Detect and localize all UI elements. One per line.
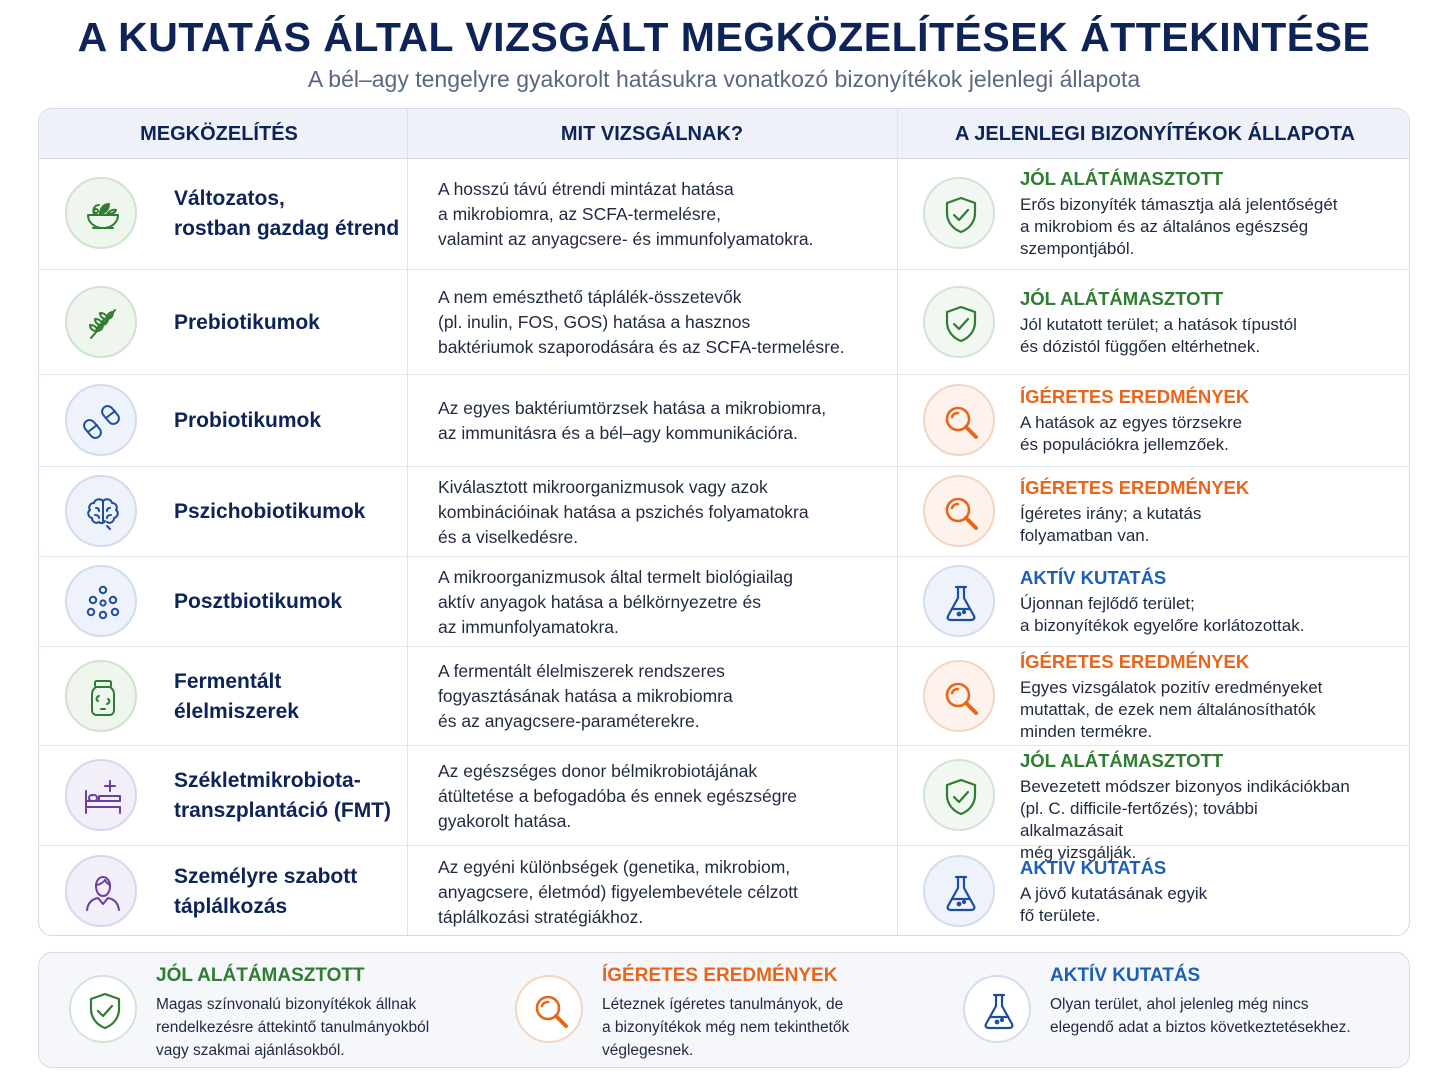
text-line: és az anyagcsere-paraméterekre. <box>438 711 700 731</box>
text-line: Léteznek ígéretes tanulmányok, de <box>602 996 844 1013</box>
text-line: valamint az anyagcsere- és immunfolyamatokra. <box>438 228 814 249</box>
jar-icon <box>65 660 137 732</box>
text-line: A mikroorganizmusok által termelt biológiailag <box>438 566 794 587</box>
approach-name <box>174 766 404 826</box>
table-row <box>39 646 1410 745</box>
text-line: anyagcsere, életmód) figyelembevétele célzott <box>438 881 798 902</box>
flask-icon <box>923 565 995 637</box>
text-line: kombinációinak hatása a pszichés folyamatokra <box>438 501 809 522</box>
column-header-what-studied: MIT VIZSGÁLNAK? <box>560 123 744 145</box>
text-line: Az egyes baktériumtörzsek hatása a mikrobiomra, <box>438 398 827 418</box>
approach-description <box>438 475 878 550</box>
text-line: Probiotikumok <box>174 409 322 432</box>
table-row <box>39 159 1410 269</box>
text-line: mutattak, de ezek nem általánosíthatók <box>1020 699 1316 719</box>
text-line: Erős bizonyíték támasztja alá jelentőségét <box>1020 195 1338 214</box>
text-line: rendelkezésre áttekintő tanulmányokból <box>156 1019 430 1036</box>
approach-name <box>174 406 404 436</box>
approach-description <box>438 855 878 930</box>
evidence-text <box>1020 194 1365 260</box>
legend-title: JÓL ALÁTÁMASZTOTT <box>156 965 365 986</box>
table-header <box>39 109 1410 159</box>
text-line: Kiválasztott mikroorganizmusok vagy azok <box>438 476 768 497</box>
text-line: Bevezetett módszer bizonyos indikációkban <box>1020 777 1350 796</box>
evidence-status: JÓL ALÁTÁMASZTOTT <box>1020 287 1224 309</box>
evidence-text <box>1020 677 1365 743</box>
evidence-status: ÍGÉRETES EREDMÉNYEK <box>1020 477 1250 498</box>
text-line: A hosszú távú étrendi mintázat hatása <box>438 178 734 199</box>
approach-description <box>438 285 878 360</box>
text-line: aktív anyagok hatása a bélkörnyezetre és <box>438 591 761 612</box>
approach-name <box>174 184 404 244</box>
text-line: rostban gazdag étrend <box>174 217 400 240</box>
text-line: Magas színvonalú bizonyítékok állnak <box>156 996 417 1013</box>
text-line: a mikrobiom és az általános egészség <box>1020 217 1309 236</box>
shield-check-icon <box>923 759 995 831</box>
table-row <box>39 556 1410 646</box>
approach-description <box>438 177 878 252</box>
text-line: gyakorolt hatása. <box>438 810 572 831</box>
magnifier-icon <box>923 475 995 547</box>
legend-text <box>602 993 932 1062</box>
evidence-text <box>1020 593 1365 637</box>
person-icon <box>65 855 137 927</box>
table-row <box>39 466 1410 556</box>
approach-description <box>438 396 878 446</box>
text-line: baktériumok szaporodására és az SCFA-termelésre. <box>438 337 845 357</box>
wheat-icon <box>65 286 137 358</box>
shield-check-icon <box>923 286 995 358</box>
page-title: A KUTATÁS ÁLTAL VIZSGÁLT MEGKÖZELÍTÉSEK ÁTTEKINTÉSE <box>77 14 1371 60</box>
text-line: és populációkra jellemzőek. <box>1020 435 1229 454</box>
text-line: Jól kutatott terület; a hatások típustól <box>1020 314 1297 334</box>
page-subtitle: A bél–agy tengelyre gyakorolt hatásukra vonatkozó bizonyítékok jelenlegi állapota <box>307 66 1141 92</box>
approach-description <box>438 565 878 640</box>
text-line: és dózistól függően eltérhetnek. <box>1020 336 1261 356</box>
legend <box>38 952 1410 1068</box>
text-line: vagy szakmai ajánlásokból. <box>156 1042 345 1059</box>
text-line: a bizonyítékok még nem tekinthetők <box>602 1019 850 1036</box>
text-line: Fermentált <box>174 669 282 693</box>
magnifier-icon <box>923 660 995 732</box>
text-line: fő területe. <box>1020 906 1101 925</box>
molecules-icon <box>65 565 137 637</box>
text-line: az immunitásra és a bél–agy kommunikációra. <box>438 423 798 443</box>
legend-title: ÍGÉRETES EREDMÉNYEK <box>602 965 838 986</box>
text-line: transzplantáció (FMT) <box>174 799 392 822</box>
approach-name <box>174 667 404 727</box>
flask-icon <box>923 855 995 927</box>
text-line: (pl. C. difficile-fertőzés); további alkalmazásait <box>1020 799 1258 840</box>
evidence-text <box>1020 883 1365 927</box>
text-line: Posztbiotikumok <box>174 590 343 613</box>
approach-name <box>174 497 404 527</box>
evidence-text <box>1020 412 1365 456</box>
evidence-status: JÓL ALÁTÁMASZTOTT <box>1020 750 1224 771</box>
text-line: táplálkozás <box>174 895 288 918</box>
approach-name <box>174 587 404 617</box>
hospital-bed-icon <box>65 759 137 831</box>
text-line: folyamatban van. <box>1020 526 1150 545</box>
evidence-status: AKTÍV KUTATÁS <box>1020 567 1167 588</box>
text-line: A fermentált élelmiszerek rendszeres <box>438 661 725 681</box>
text-line: fogyasztásának hatása a mikrobiomra <box>438 686 733 706</box>
evidence-status: ÍGÉRETES EREDMÉNYEK <box>1020 650 1250 672</box>
text-line: Újonnan fejlődő terület; <box>1020 594 1195 613</box>
text-line: és a viselkedésre. <box>438 526 579 547</box>
text-line: minden termékre. <box>1020 721 1153 741</box>
evidence-text <box>1020 314 1365 358</box>
capsules-icon <box>65 384 137 456</box>
evidence-status: AKTÍV KUTATÁS <box>1020 857 1167 878</box>
legend-text <box>1050 993 1380 1039</box>
approach-description <box>438 759 878 834</box>
magnifier-icon <box>923 384 995 456</box>
salad-bowl-icon <box>65 177 137 249</box>
shield-check-icon <box>69 975 137 1043</box>
flask-icon <box>963 975 1031 1043</box>
text-line: Prebiotikumok <box>174 310 320 334</box>
text-line: átültetése a befogadóba és ennek egészségre <box>438 785 798 806</box>
approach-name <box>174 308 404 338</box>
text-line: az immunfolyamatokra. <box>438 616 619 637</box>
overview-table <box>38 108 1410 936</box>
text-line: véglegesnek. <box>602 1042 694 1059</box>
text-line: a mikrobiomra, az SCFA-termelésre, <box>438 203 721 224</box>
text-line: Személyre szabott <box>174 865 358 888</box>
text-line: szempontjából. <box>1020 239 1135 258</box>
table-row <box>39 374 1410 466</box>
text-line: (pl. inulin, FOS, GOS) hatása a hasznos <box>438 312 751 332</box>
approach-description <box>438 659 878 734</box>
shield-check-icon <box>923 177 995 249</box>
text-line: Az egyéni különbségek (genetika, mikrobiom, <box>438 856 791 877</box>
evidence-status: ÍGÉRETES EREDMÉNYEK <box>1020 386 1250 407</box>
text-line: Változatos, <box>174 187 285 210</box>
text-line: A hatások az egyes törzsekre <box>1020 413 1243 432</box>
text-line: még vizsgálják. <box>1020 843 1137 862</box>
table-row <box>39 845 1410 936</box>
table-row <box>39 745 1410 862</box>
column-header-approach: MEGKÖZELÍTÉS <box>140 123 298 145</box>
text-line: Egyes vizsgálatok pozitív eredményeket <box>1020 677 1323 697</box>
text-line: A nem emészthető táplálék-összetevők <box>438 287 742 307</box>
evidence-status: JÓL ALÁTÁMASZTOTT <box>1020 168 1224 189</box>
evidence-text <box>1020 503 1365 547</box>
column-header-evidence: A JELENLEGI BIZONYÍTÉKOK ÁLLAPOTA <box>954 123 1355 145</box>
magnifier-icon <box>515 975 583 1043</box>
table-row <box>39 269 1410 374</box>
legend-title: AKTÍV KUTATÁS <box>1050 965 1201 986</box>
text-line: Székletmikrobiota- <box>174 769 361 792</box>
text-line: élelmiszerek <box>174 699 299 723</box>
legend-text <box>156 993 486 1062</box>
approach-name <box>174 862 404 922</box>
text-line: Az egészséges donor bélmikrobiotájának <box>438 760 758 781</box>
text-line: A jövő kutatásának egyik <box>1020 884 1208 903</box>
text-line: Pszichobiotikumok <box>174 500 366 523</box>
text-line: elegendő adat a biztos következtetésekhez. <box>1050 1019 1351 1036</box>
text-line: a bizonyítékok egyelőre korlátozottak. <box>1020 616 1305 635</box>
text-line: Ígéretes irány; a kutatás <box>1020 504 1202 523</box>
text-line: Olyan terület, ahol jelenleg még nincs <box>1050 996 1309 1013</box>
text-line: táplálkozási stratégiákhoz. <box>438 906 644 927</box>
brain-icon <box>65 475 137 547</box>
